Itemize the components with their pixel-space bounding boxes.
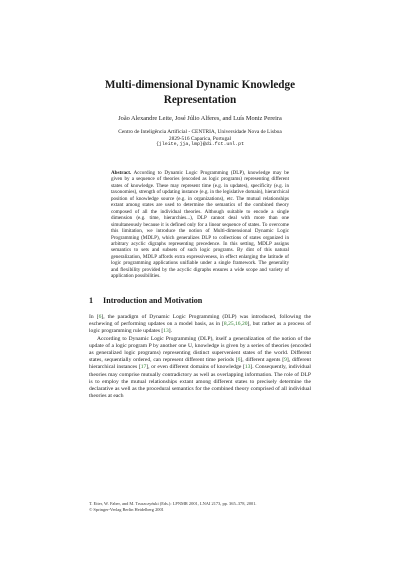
affiliation xyxy=(60,129,340,149)
abstract-text: According to Dynamic Logic Programming (DLP), knowledge may be given by a sequence of theories (encoded as logic programs) representing different states of knowledge. These may represent time (e.g. in updates), specificity (e.g. in taxonomies), strength of updating instance (e.g. in the legislative domain), hierarchical position of knowledge source (e.g. in organizations), etc. The mutual relationships extant among states are used to determine the semantics of the combined theory composed of all the individual theories. Although suitable to encode a single dimension (e.g. time, hierarchies...), DLP cannot deal with more than one simultaneously because it is defined only for a linear sequence of states. To overcome this limitation, we introduce the notion of Multi-dimensional Dynamic Logic Programming (MDLP), which generalizes DLP to collections of states organized in arbitrary acyclic digraphs representing precedence. In this setting, MDLP assigns semantics to sets and subsets of such logic programs. By dint of this natural generalization, MDLP affords extra expressiveness, in effect enlarging the latitude of logic programming applications unifiable under a single framework. The generality and flexibility provided by the acyclic digraphs ensures a wide scope and variety of application possibilities. xyxy=(111,170,289,280)
title-line-2: Representation xyxy=(163,94,237,106)
abstract xyxy=(111,170,289,280)
paragraph-text: ], the paradigm of Dynamic Logic Programming (DLP) was introduced, following the eschewing of performing updates on a model basis, as in [ xyxy=(89,314,311,328)
paragraph-text: ], different hierarchical instances [ xyxy=(89,357,311,371)
paragraph-text: ]. Consequently, individual theories may comprise mutually contradictory as well as overlapping information. The role of DLP is to employ the mutual relationships extant among different states to precisely determine the declarative as well as the procedural semantics for the combined theory comprised of all individual theories at each xyxy=(89,364,311,400)
author-list: João Alexandre Leite, José Júlio Alferes, and Luís Moniz Pereira xyxy=(118,115,282,122)
paper-title xyxy=(60,78,340,108)
footnote-line-2: © Springer-Verlag Berlin Heidelberg 2001 xyxy=(89,506,164,512)
title-line-1: Multi-dimensional Dynamic Knowledge xyxy=(104,79,296,91)
citation-link[interactable]: 6 xyxy=(237,357,241,364)
body-text xyxy=(89,314,311,400)
author-email: {jleite,jja,lmp}@di.fct.unl.pt xyxy=(155,142,245,148)
citation-link[interactable]: 17 xyxy=(140,364,147,371)
paragraph-text: ], or even different domains of knowledge [ xyxy=(146,364,245,371)
citation-link[interactable]: 13 xyxy=(244,364,251,371)
paragraph-text: ], but rather as a process of logic programming rule updates [ xyxy=(89,321,311,335)
paragraph-text: ]. xyxy=(168,328,173,335)
paragraph-2 xyxy=(89,336,311,401)
citation-link[interactable]: 13 xyxy=(163,328,169,335)
affiliation-line-1: Centro de Inteligência Artificial - CENTRIA, Universidade Nova de Lisboa xyxy=(118,129,282,135)
paragraph-text: According to Dynamic Logic Programming (DLP), itself a generalization of the notion of the update of a logic program P by another one U, knowledge is given by a series of theories (encoded as generalized logic programs) representing distinct supervenient states of the world. Different states, sequentially ordered, can represent different time periods [ xyxy=(89,335,311,364)
section-heading xyxy=(89,296,202,305)
citation-link[interactable]: 9 xyxy=(284,357,287,364)
footnote-line-1: T. Eiter, W. Faber, and M. Truszczyński (Eds.): LPNMR 2001, LNAI 2173, pp. 365–378, 2001. xyxy=(89,501,257,506)
section-number: 1 xyxy=(89,296,94,305)
footnote xyxy=(89,501,311,512)
citation-link[interactable]: 6 xyxy=(98,314,102,320)
citation-link[interactable]: 8,25,16,20 xyxy=(223,321,248,328)
affiliation-line-2: 2829-516 Caparica, Portugal xyxy=(168,135,232,142)
section-title: Introduction and Motivation xyxy=(103,296,203,305)
paragraph-text: In [ xyxy=(89,314,99,320)
abstract-label: Abstract. xyxy=(111,170,132,176)
paragraph-text: ], different agents [ xyxy=(240,357,285,364)
paragraph-1 xyxy=(89,314,311,336)
